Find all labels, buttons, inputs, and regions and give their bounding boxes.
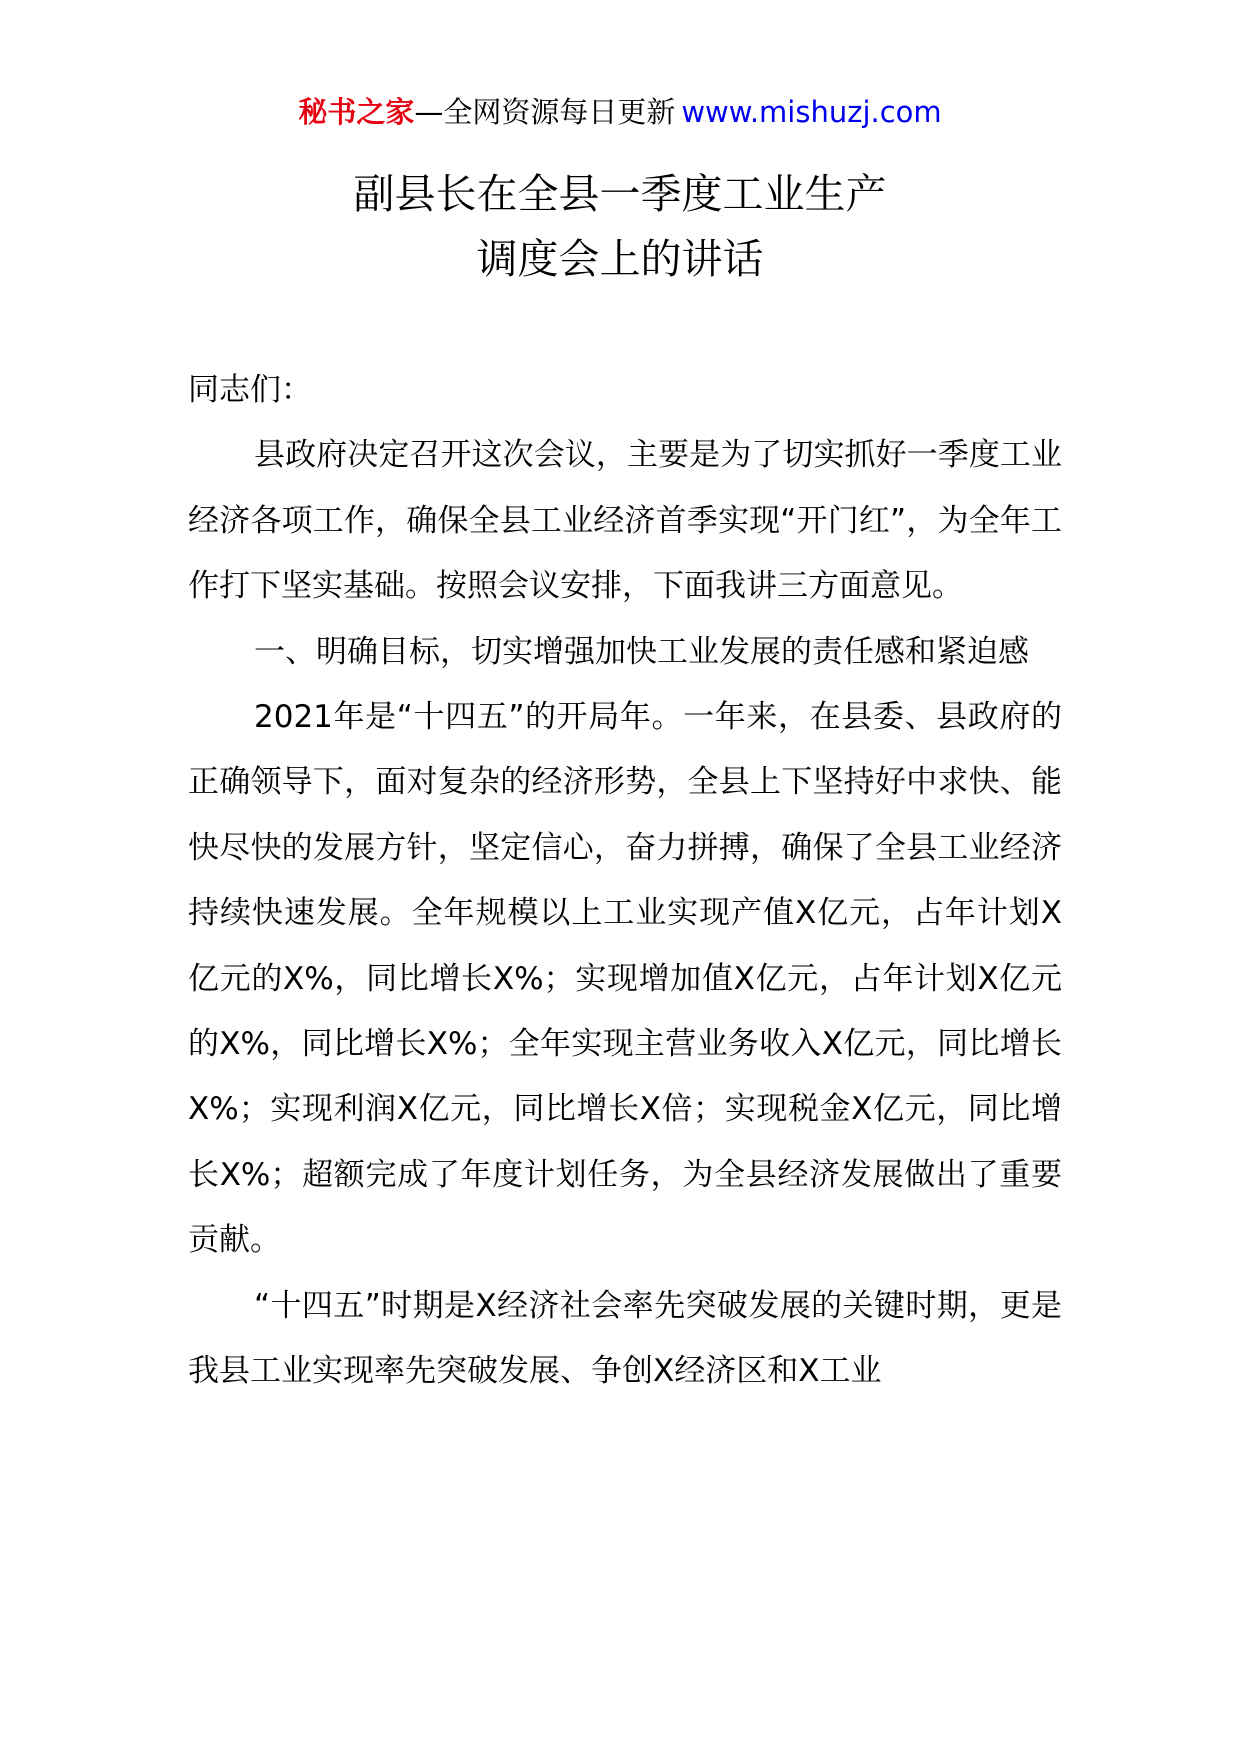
section-heading-1: 一、明确目标，切实增强加快工业发展的责任感和紧迫感 <box>254 633 1029 670</box>
salutation: 同志们： <box>188 372 312 408</box>
header-tagline: —全网资源每日更新 <box>414 95 676 129</box>
brand-name: 秘书之家 <box>298 95 415 129</box>
title-line-1: 副县长在全县一季度工业生产 <box>353 170 887 218</box>
title-line-2: 调度会上的讲话 <box>476 235 764 283</box>
paragraph-intro: 县政府决定召开这次会议，主要是为了切实抓好一季度工业经济各项工作，确保全县工业经济首季实现“开门红”，为全年工作打下坚实基础。按照会议安排，下面我讲三方面意见。 <box>188 437 1062 605</box>
site-url-link[interactable]: www.mishuzj.com <box>681 95 942 129</box>
site-header <box>0 92 1240 132</box>
paragraph-outlook: “十四五”时期是X经济社会率先突破发展的关键时期，更是我县工业实现率先突破发展、争创X经济区和X工业 <box>188 1287 1062 1390</box>
document-title <box>0 162 1240 292</box>
document-body <box>188 358 1062 1405</box>
paragraph-review: 2021年是“十四五”的开局年。一年来，在县委、县政府的正确领导下，面对复杂的经济形势，全县上下坚持好中求快、能快尽快的发展方针，坚定信心，奋力拼搏，确保了全县工业经济持续快速发展。全年规模以上工业实现产值X亿元，占年计划X亿元的X%，同比增长X%；实现增加值X亿元，占年计划X亿元的X%，同比增长X%；全年实现主营业务收入X亿元，同比增长X%；实现利润X亿元，同比增长X倍；实现税金X亿元，同比增长X%；超额完成了年度计划任务，为全县经济发展做出了重要贡献。 <box>188 699 1062 1259</box>
